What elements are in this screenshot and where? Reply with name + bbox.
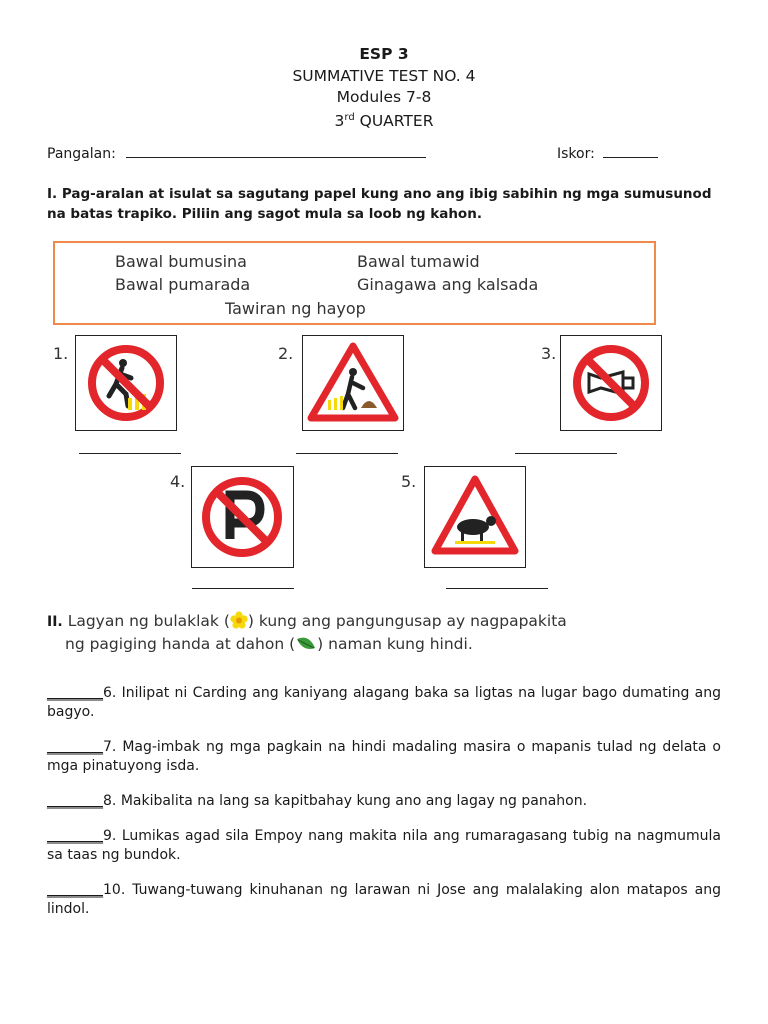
score-field [557,146,658,162]
choice-5: Tawiran ng hayop [225,299,366,318]
sign-2-box [302,335,404,431]
flower-icon [230,611,248,629]
name-field [47,146,426,162]
section2-line2-end: ) naman kung hindi. [317,635,473,653]
modules-title: Modules 7-8 [336,88,432,106]
choice-1: Bawal bumusina [115,252,247,271]
question-10 [47,881,721,919]
answer-2-blank[interactable] [296,453,398,454]
quarter-word: QUARTER [359,112,434,131]
section2-line1-start: Lagyan ng bulaklak ( [67,612,230,630]
sign-4-number: 4. [170,472,186,491]
choices-box [53,241,656,325]
section2-label: II. [47,614,63,630]
no-parking-icon [192,467,293,567]
question-6-number: 6. [103,685,117,701]
animal-crossing-icon [425,467,525,567]
quarter-suffix: rd [344,112,355,123]
quarter-title [0,108,768,131]
question-8-blank[interactable]: ________ [47,793,103,809]
sign-3-box [560,335,662,431]
question-6 [47,684,721,722]
question-7-number: 7. [103,739,117,755]
section2-line1-end: ) kung ang pangungusap ay nagpapakita [247,612,567,630]
section2-line2-start: ng pagiging handa at dahon ( [65,635,296,653]
sign-4-box [191,466,294,568]
road-works-icon [303,336,403,430]
question-6-blank[interactable]: ________ [47,685,103,701]
sign-1-box [75,335,177,431]
section1-title [47,184,737,224]
subject-title: ESP 3 [359,45,409,63]
choice-2: Bawal tumawid [357,252,480,271]
answer-3-blank[interactable] [515,453,617,454]
sign-2-number: 2. [278,344,294,363]
question-7-blank[interactable]: ________ [47,739,103,755]
no-horn-icon [561,336,661,430]
question-9-blank[interactable]: ________ [47,828,103,844]
question-8-text: Makibalita na lang sa kapitbahay kung ano ang lagay ng panahon. [120,793,588,809]
sign-3-number: 3. [541,344,557,363]
question-8-number: 8. [103,793,117,809]
question-7-text: Mag-imbak ng mga pagkain na hindi madaling masira o mapanis tulad ng delata o mga pinatuyong isda. [47,739,721,774]
question-8 [47,792,721,811]
question-6-text: Inilipat ni Carding ang kaniyang alagang baka sa ligtas na lugar bago dumating ang bagyo. [47,685,722,720]
choice-3: Bawal pumarada [115,275,251,294]
answer-1-blank[interactable] [79,453,181,454]
question-9-number: 9. [103,828,117,844]
sign-5-box [424,466,526,568]
section2-instruction [47,610,737,655]
name-blank[interactable] [126,157,426,158]
sign-5-number: 5. [401,472,417,491]
section1-title-line2: na batas trapiko. Piliin ang sagot mula sa loob ng kahon. [47,206,482,222]
quarter-number: 3 [334,112,345,131]
leaf-icon [295,636,317,652]
test-title: SUMMATIVE TEST NO. 4 [292,67,476,85]
answer-4-blank[interactable] [192,588,294,589]
score-blank[interactable] [603,157,658,158]
section1-title-line1: I. Pag-aralan at isulat sa sagutang papel kung ano ang ibig sabihin ng mga sumusunod [47,186,712,202]
question-7 [47,738,721,776]
question-10-blank[interactable]: ________ [47,882,103,898]
question-9-text: Lumikas agad sila Empoy nang makita nila ang rumaragasang tubig na nagmumula sa taas ng bundok. [47,828,721,863]
question-10-number: 10. [103,882,126,898]
answer-5-blank[interactable] [446,588,548,589]
name-label: Pangalan: [47,146,116,162]
choice-4: Ginagawa ang kalsada [357,275,539,294]
sign-1-number: 1. [53,344,69,363]
score-label: Iskor: [557,146,595,162]
question-9 [47,827,721,865]
question-10-text: Tuwang-tuwang kinuhanan ng larawan ni Jose ang malalaking alon matapos ang lindol. [47,882,722,917]
no-pedestrian-crossing-icon [76,336,176,430]
